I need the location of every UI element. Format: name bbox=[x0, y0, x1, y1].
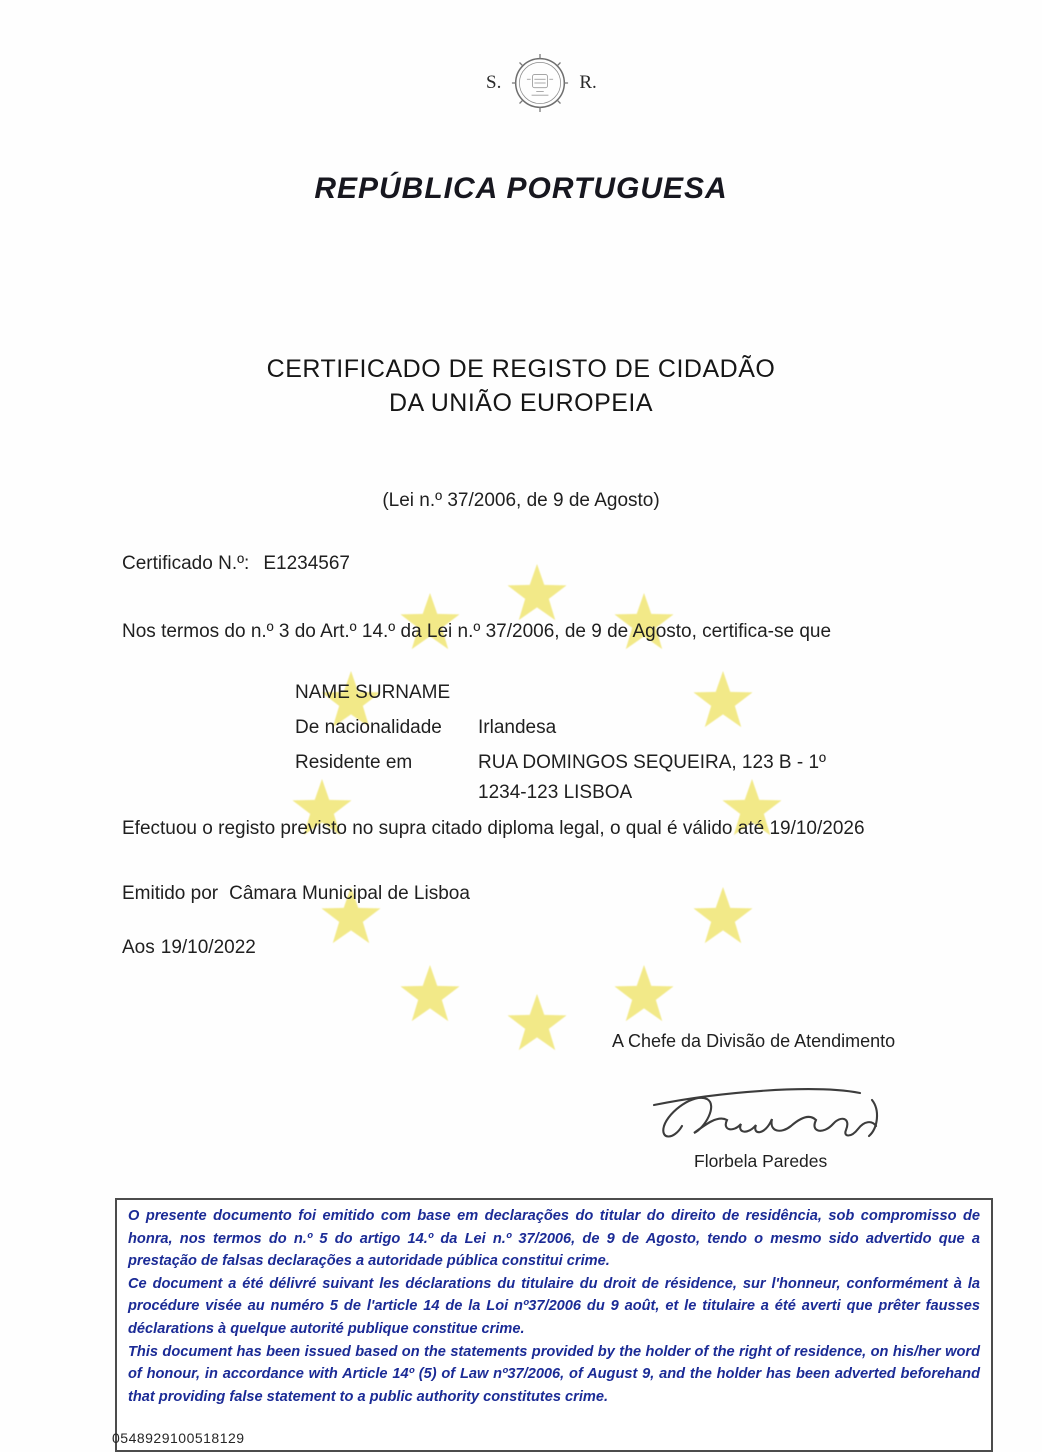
issue-date-row bbox=[122, 937, 256, 959]
residence-label: Residente em bbox=[295, 752, 413, 773]
certificate-number-value: E1234567 bbox=[263, 553, 350, 574]
law-reference: (Lei n.º 37/2006, de 9 de Agosto) bbox=[382, 490, 660, 511]
signature-icon bbox=[648, 1080, 894, 1150]
header-seal bbox=[486, 52, 597, 114]
statement-intro: Nos termos do n.º 3 do Art.º 14.º da Lei n.º 37/2006, de 9 de Agosto, certifica-se que bbox=[122, 621, 832, 642]
legal-disclaimer-box bbox=[115, 1198, 993, 1452]
document-number: 0548929100518129 bbox=[112, 1430, 245, 1446]
legal-paragraph-english: This document has been issued based on the statements provided by the holder of the right of residence, on his/her word of honour, in accordance with Article 14º (5) of Law nº37/2006, of August 9, and the holder has been adverted beforehand that providing false statement to a public authority constitutes crime. bbox=[128, 1343, 980, 1405]
issued-by-label: Emitido por bbox=[122, 883, 219, 904]
address-line2: 1234-123 LISBOA bbox=[478, 782, 633, 803]
issue-date-value: 19/10/2022 bbox=[160, 937, 256, 958]
seal-letter-r: R. bbox=[579, 72, 597, 93]
eu-star-icon bbox=[397, 963, 463, 1029]
eu-star-icon bbox=[504, 992, 570, 1058]
spacer bbox=[295, 787, 478, 804]
holder-details bbox=[295, 682, 826, 804]
address-line1: RUA DOMINGOS SEQUEIRA, 123 B - 1º bbox=[478, 752, 826, 773]
certificate-number-row bbox=[122, 553, 350, 575]
republic-seal-icon bbox=[511, 52, 569, 114]
republic-title: REPÚBLICA PORTUGUESA bbox=[314, 172, 728, 205]
issue-date-label: Aos bbox=[122, 937, 155, 958]
signatory-title: A Chefe da Divisão de Atendimento bbox=[612, 1031, 896, 1051]
seal-letter-s: S. bbox=[486, 72, 502, 93]
certificate-number-label: Certificado N.º: bbox=[122, 553, 250, 574]
eu-star-icon bbox=[504, 562, 570, 628]
issued-by-row bbox=[122, 883, 470, 905]
certificate-title bbox=[0, 352, 1042, 420]
signatory-name: Florbela Paredes bbox=[694, 1151, 828, 1171]
nationality-value: Irlandesa bbox=[478, 717, 557, 738]
certificate-title-line2: DA UNIÃO EUROPEIA bbox=[388, 389, 654, 417]
nationality-label: De nacionalidade bbox=[295, 717, 442, 738]
legal-paragraph-french: Ce document a été délivré suivant les déclarations du titulaire du droit de résidence, sur l'honneur, conformément à la procédure visée au numéro 5 de l'article 14 de la Loi nº37/2006 du 9 août, et le titulaire a été averti que prêter fausses déclarations à quelque autorité publique constitue crime. bbox=[128, 1275, 980, 1338]
holder-name: NAME SURNAME bbox=[295, 682, 451, 703]
eu-star-icon bbox=[690, 885, 756, 951]
legal-paragraph-portuguese: O presente documento foi emitido com base em declarações do titular do direito de residência, sob compromisso de honra, nos termos do n.º 5 do artigo 14.º da Lei n.º 37/2006, de 9 de Agosto, tendo o mesmo sido advertido que a prestação de falsas declarações a autoridade pública constitui crime. bbox=[128, 1208, 980, 1270]
eu-star-icon bbox=[611, 963, 677, 1029]
certificate-title-line1: CERTIFICADO DE REGISTO DE CIDADÃO bbox=[266, 355, 776, 383]
issued-by-value: Câmara Municipal de Lisboa bbox=[229, 883, 470, 904]
registration-statement: Efectuou o registo previsto no supra citado diploma legal, o qual é válido até 19/10/2026 bbox=[122, 818, 865, 839]
